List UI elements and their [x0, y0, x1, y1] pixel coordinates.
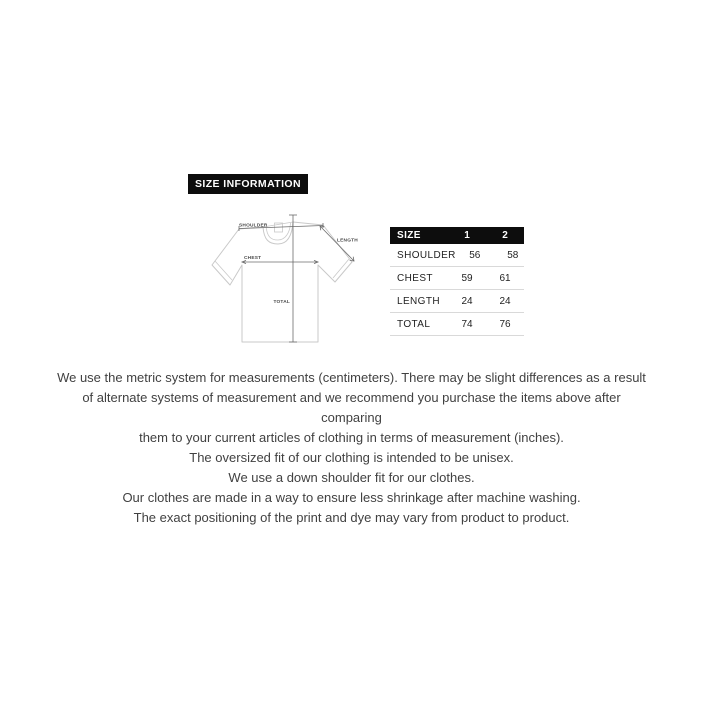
- row-label: SHOULDER: [397, 249, 456, 261]
- row-value-1: 56: [469, 249, 481, 261]
- row-value-2: 61: [499, 272, 511, 284]
- row-value-1: 59: [461, 272, 473, 284]
- size-table: [390, 227, 524, 336]
- row-value-1: 74: [461, 318, 473, 330]
- description-line: comparing: [321, 410, 382, 425]
- row-value-2: 24: [499, 295, 511, 307]
- length-label: LENGTH: [337, 238, 358, 244]
- table-row: [390, 313, 524, 336]
- table-row: [390, 244, 524, 267]
- total-label: TOTAL: [273, 300, 290, 305]
- header-col-1: 1: [464, 230, 470, 241]
- header-col-2: 2: [502, 230, 508, 241]
- row-label: CHEST: [397, 272, 433, 284]
- table-row: [390, 267, 524, 290]
- table-row: [390, 290, 524, 313]
- tshirt-measurement-diagram: [205, 212, 365, 347]
- description-line: We use a down shoulder fit for our clothes.: [228, 470, 475, 485]
- row-value-2: 76: [499, 318, 511, 330]
- size-information-badge: SIZE INFORMATION: [188, 174, 308, 194]
- header-size: SIZE: [397, 230, 421, 241]
- row-value-1: 24: [461, 295, 473, 307]
- description-line: them to your current articles of clothing in terms of measurement (inches).: [139, 430, 564, 445]
- description-line: Our clothes are made in a way to ensure less shrinkage after machine washing.: [122, 490, 581, 505]
- description-line: We use the metric system for measurements (centimeters). There may be slight differences as a result: [57, 370, 646, 385]
- row-label: LENGTH: [397, 295, 440, 307]
- description-line: The oversized fit of our clothing is intended to be unisex.: [189, 450, 514, 465]
- row-value-2: 58: [507, 249, 519, 261]
- chest-label: CHEST: [244, 256, 262, 261]
- size-description: [0, 368, 703, 528]
- size-table-header: [390, 227, 524, 244]
- shoulder-label: SHOULDER: [239, 223, 268, 229]
- description-line: of alternate systems of measurement and we recommend you purchase the items above after: [82, 390, 621, 405]
- description-line: The exact positioning of the print and dye may vary from product to product.: [133, 510, 570, 525]
- row-label: TOTAL: [397, 318, 431, 330]
- tshirt-outline: [212, 222, 352, 342]
